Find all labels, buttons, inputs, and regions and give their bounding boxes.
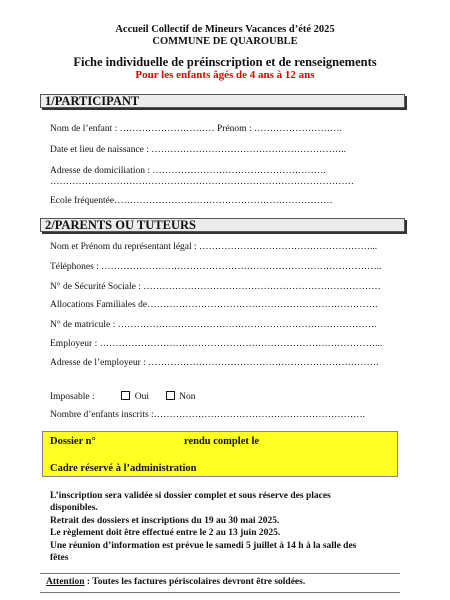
social-security-field[interactable]: N° de Sécurité Sociale : ………………………………………………………………… — [50, 282, 381, 292]
admin-reserved-box — [42, 431, 398, 477]
home-address-field[interactable]: Adresse de domiciliation : ………………………………………………. — [50, 166, 326, 176]
footer-rule-bottom — [40, 592, 400, 593]
birth-date-place-field[interactable]: Date et lieu de naissance : …………………………………………………….. — [50, 145, 347, 155]
children-count-field[interactable]: Nombre d’enfants inscrits :…………………………………………………………. — [50, 410, 366, 420]
family-allowances-field[interactable]: Allocations Familiales de………………………………………………………………. — [50, 300, 378, 310]
note-line6: fêtes — [50, 553, 69, 563]
child-name-field[interactable]: Nom de l’enfant : ………………………… Prénom : ………………………. — [50, 124, 342, 134]
taxable-yes-label: Oui — [134, 392, 149, 402]
employer-field[interactable]: Employeur : ……………………………………………………………………………... — [50, 339, 383, 349]
legal-representative-field[interactable]: Nom et Prénom du représentant légal : ………………………………………………... — [50, 242, 378, 252]
taxable-no-label: Non — [179, 392, 196, 402]
section2-header — [40, 218, 405, 232]
admin-reserved-label: Cadre réservé à l’administration — [50, 463, 197, 474]
note-line5: Une réunion d’information est prévue le samedi 5 juillet à 14 h à la salle des — [50, 541, 357, 551]
attention-label: Attention — [46, 577, 85, 587]
registration-number-field[interactable]: N° de matricule : ………………………………………………………………………. — [50, 320, 377, 330]
taxable-label: Imposable : — [50, 392, 95, 402]
taxable-yes-checkbox[interactable] — [121, 391, 130, 400]
note-line2: disponibles. — [50, 503, 98, 513]
home-address-continued[interactable]: …………………………………………………………………………………… — [50, 177, 354, 187]
file-number-label: Dossier n° — [50, 436, 96, 447]
taxable-row — [50, 391, 195, 402]
note-line1: L’inscription sera validée si dossier complet et sous réserve des places — [50, 491, 331, 501]
commune-name: COMMUNE DE QUAROUBLE — [152, 36, 298, 47]
section1-header — [40, 94, 405, 108]
header-line1: Accueil Collectif de Mineurs Vacances d’été 2025 — [115, 24, 335, 35]
phones-field[interactable]: Téléphones : …………………………………………………………………………….. — [50, 262, 382, 272]
form-subtitle: Pour les enfants âgés de 4 ans à 12 ans — [135, 69, 315, 81]
attention-note — [46, 577, 305, 587]
note-line4: Le règlement doit être effectué entre le 2 au 13 juin 2025. — [50, 528, 281, 538]
attention-text: : Toutes les factures périscolaires devront être soldées. — [84, 577, 306, 587]
section1-title: 1/PARTICIPANT — [45, 94, 140, 108]
footer-rule-top — [40, 573, 400, 574]
taxable-no-checkbox[interactable] — [166, 391, 175, 400]
completed-date-label: rendu complet le — [184, 436, 260, 447]
employer-address-field[interactable]: Adresse de l’employeur : ………………………………………………………………. — [50, 358, 379, 368]
form-title: Fiche individuelle de préinscription et de renseignements — [73, 55, 377, 69]
note-line3: Retrait des dossiers et inscriptions du 19 au 30 mai 2025. — [50, 516, 280, 526]
section2-title: 2/PARENTS OU TUTEURS — [45, 218, 196, 232]
school-field[interactable]: Ecole fréquentée…………………………………………………………… — [50, 196, 333, 206]
